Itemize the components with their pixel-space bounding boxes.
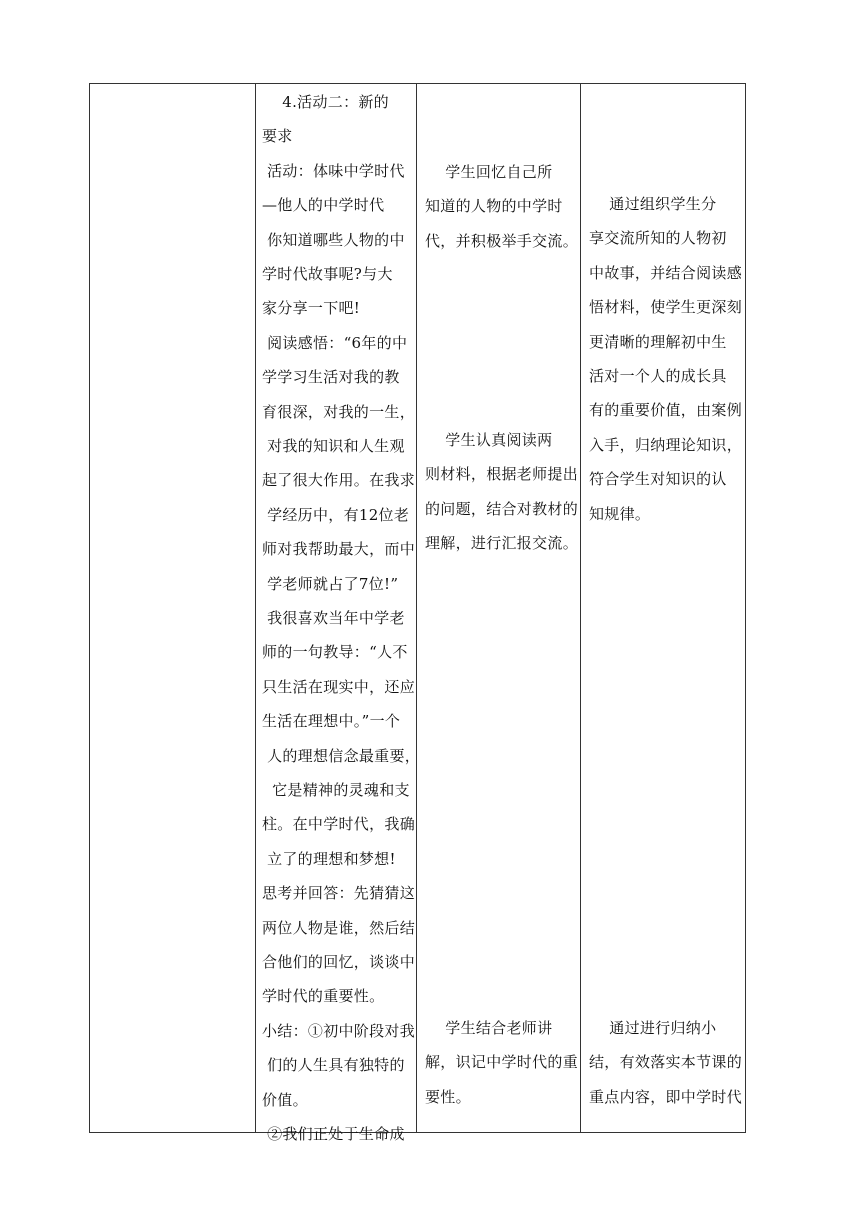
- text-line: 柱。在中学时代，我确: [262, 815, 416, 834]
- student-activity-column: [417, 84, 580, 1132]
- text-line: ②我们正处于生命成: [262, 1125, 405, 1143]
- text-line: 立了的理想和梦想!: [262, 849, 396, 868]
- text-line: 活动：体味中学时代: [262, 161, 405, 180]
- text-line: 有的重要价值，由案例: [589, 401, 743, 420]
- text-line: 只生活在现实中，还应: [262, 677, 416, 696]
- text-line: 师的一句教导：“人不: [262, 643, 408, 662]
- text-line: 知道的人物的中学时: [425, 197, 563, 216]
- text-line: 起了很大作用。在我求: [262, 471, 416, 490]
- text-line: 结，有效落实本节课的: [589, 1053, 743, 1072]
- text-line: 要性。: [425, 1087, 471, 1106]
- text-line: 合他们的回忆，谈谈中: [262, 953, 416, 971]
- lesson-plan-table: [89, 83, 746, 1143]
- text-line: 通过进行归纳小: [589, 1019, 717, 1037]
- text-line: 育很深，对我的一生，: [262, 402, 416, 421]
- text-line: 学时代的重要性。: [262, 987, 385, 1006]
- text-line: 的问题，结合对教材的: [425, 499, 579, 518]
- text-line: 4.活动二：新的: [262, 93, 389, 111]
- text-line: 人的理想信念最重要，: [262, 746, 421, 765]
- text-line: 学经历中，有12位老: [262, 505, 410, 524]
- teacher-activity-column: [256, 84, 421, 1143]
- text-line: 师对我帮助最大，而中: [262, 540, 416, 559]
- text-line: 阅读感悟：“6年的中: [262, 333, 408, 352]
- text-line: 通过组织学生分: [589, 195, 717, 213]
- text-line: 思考并回答：先猜猜这: [262, 884, 416, 903]
- text-line: 解，识记中学时代的重: [425, 1053, 579, 1072]
- text-line: 则材料，根据老师提出: [425, 465, 579, 484]
- text-line: 中故事，并结合阅读感: [589, 263, 743, 282]
- text-line: 理解，进行汇报交流。: [425, 534, 579, 553]
- text-line: 小结：①初中阶段对我: [262, 1021, 416, 1040]
- text-line: 享交流所知的人物初: [589, 229, 727, 248]
- text-line: 学生结合老师讲: [425, 1019, 553, 1037]
- text-line: 重点内容，即中学时代: [589, 1087, 743, 1106]
- text-line: 要求: [262, 127, 293, 146]
- text-line: 家分享一下吧!: [262, 299, 361, 318]
- text-line: 学时代故事呢?与大: [262, 265, 393, 283]
- text-line: 对我的知识和人生观: [262, 437, 405, 455]
- text-line: 生活在理想中。”一个: [262, 712, 401, 731]
- text-line: 入手，归纳理论知识，: [589, 435, 743, 454]
- text-line: 学学习生活对我的教: [262, 368, 400, 387]
- text-line: 们的人生具有独特的: [262, 1056, 405, 1075]
- text-line: 更清晰的理解初中生: [589, 332, 727, 351]
- text-line: 学老师就占了7位!”: [262, 574, 399, 593]
- text-line: 学生认真阅读两: [425, 431, 553, 449]
- text-line: 你知道哪些人物的中: [262, 230, 405, 249]
- design-intent-column: [581, 84, 745, 1132]
- text-line: 两位人物是谁，然后结: [262, 918, 416, 937]
- text-line: 我很喜欢当年中学老: [262, 609, 405, 627]
- text-line: 价值。: [262, 1090, 308, 1109]
- text-line: 知规律。: [589, 504, 651, 523]
- text-line: 代，并积极举手交流。: [425, 231, 579, 250]
- text-line: 它是精神的灵魂和支: [262, 781, 410, 799]
- text-line: 悟材料，使学生更深刻: [589, 298, 743, 317]
- text-line: 学生回忆自己所: [425, 163, 553, 181]
- text-line: 活对一个人的成长具: [589, 367, 727, 385]
- text-line: —他人的中学时代: [262, 196, 385, 215]
- text-line: 符合学生对知识的认: [589, 470, 727, 489]
